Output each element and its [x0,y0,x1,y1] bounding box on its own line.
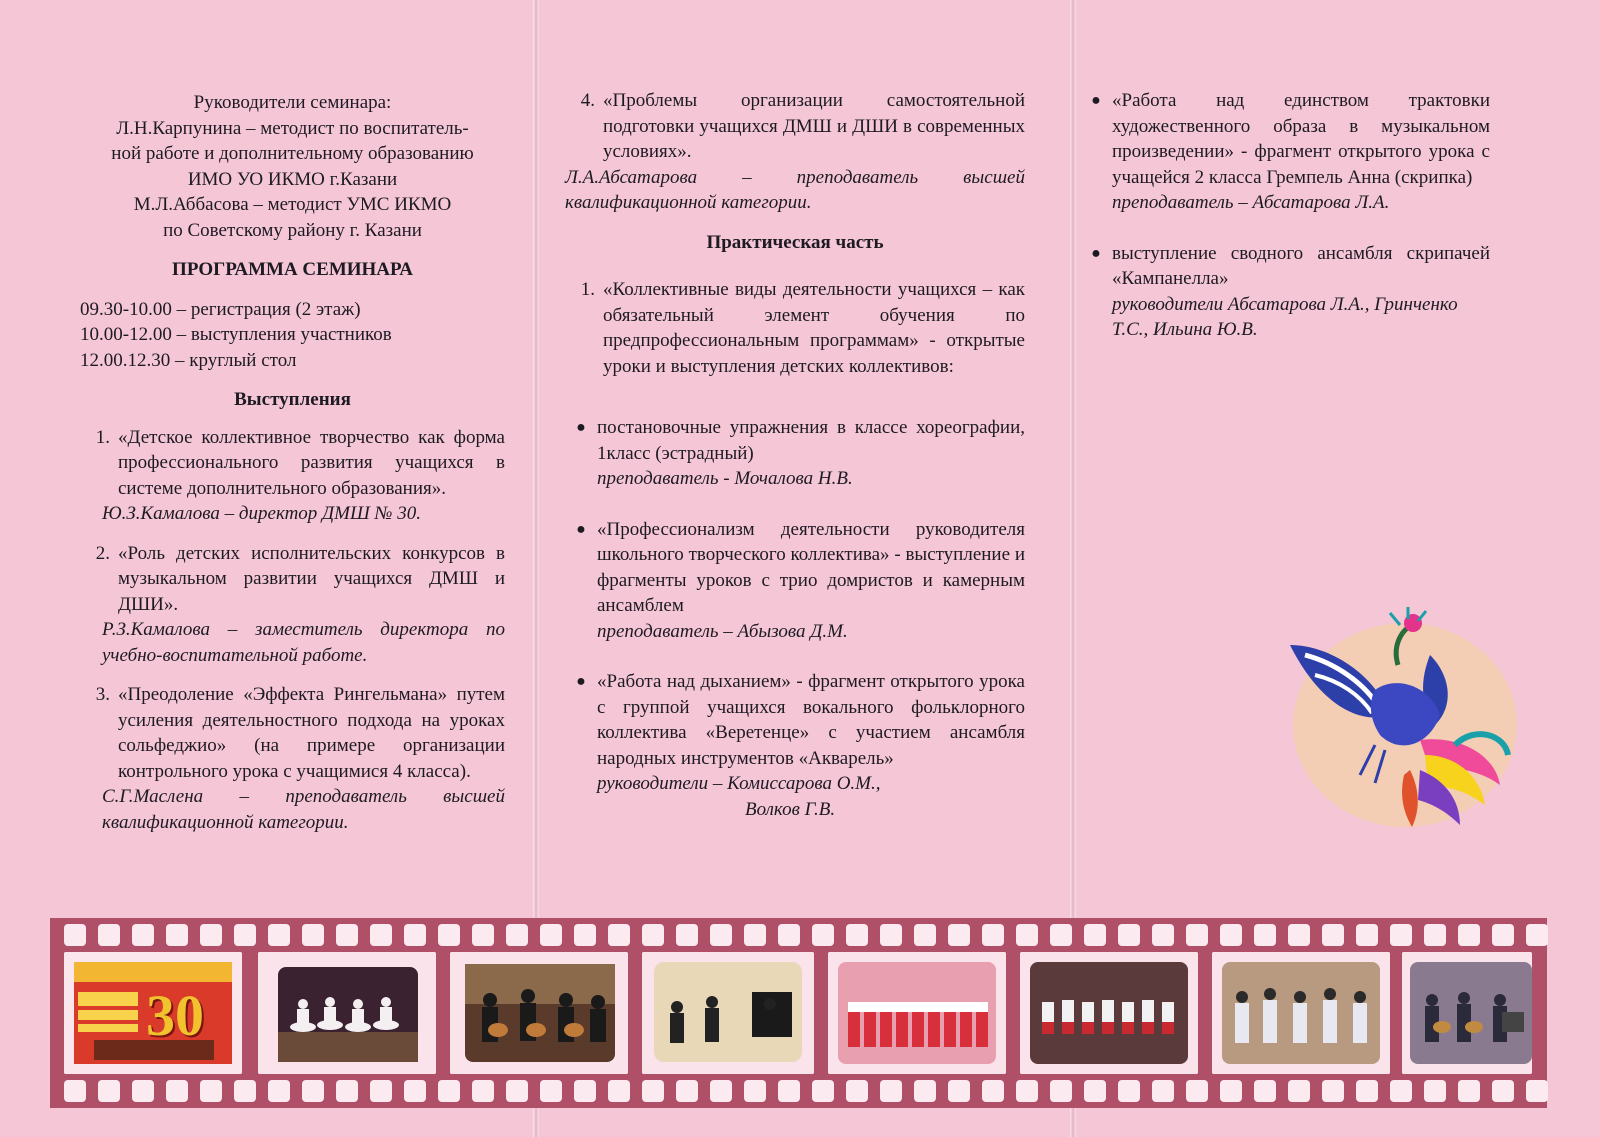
schedule-item: 12.00.12.30 – круглый стол [80,349,297,371]
bullet-item [565,415,1025,492]
bullet-icon: ● [1091,244,1101,262]
bullet-author: руководители Абсатарова Л.А., Гринченко Т.С., Ильина Ю.В. [1112,293,1458,340]
bullet-text: выступление сводного ансамбля скрипачей «Кампанелла» [1112,242,1490,289]
bullet-text: «Работа над единством трактовки художественного образа в музыкальном произведении» - фрагмент открытого урока с учащейся 2 класса Гремпель Анна (скрипка) [1112,90,1490,188]
talk-item [80,541,505,669]
program-title: ПРОГРАММА СЕМИНАРА [172,259,413,280]
talks-heading: Выступления [234,389,351,410]
ballet-photo [258,952,436,1074]
bullet-item [1080,88,1490,216]
bullet-text: «Работа над дыханием» - фрагмент открытого урока с группой учащихся вокального фольклорного коллектива «Веретенце» с участием ансамбля народных инструментов «Акварель» [597,671,1025,769]
logo-number: 30 [146,983,204,1048]
talk-title: «Роль детских исполнительских конкурсов в музыкальном развитии учащихся ДМШ и ДШИ». [118,542,505,615]
folk-instruments-photo [1402,952,1532,1074]
talk-item [80,682,505,835]
talk-title: «Преодоление «Эффекта Рингельмана» путем усиления деятельностного подхода на уроках сольфеджио» (на примере организации контрольного урока с учащимися 4 класса). [118,684,505,782]
practical-text: «Коллективные виды деятельности учащихся – как обязательный элемент обучения по предпрофессиональным программам» - открытые уроки и выступления детских коллективов: [603,279,1025,377]
bullet-author: руководители – Комиссарова О.М., [597,773,881,794]
bullet-text: постановочные упражнения в классе хореографии, 1класс (эстрадный) [597,417,1025,464]
talk-number: 1. [95,426,110,448]
talk-title: «Проблемы организации самостоятельной подготовки учащихся ДМШ и ДШИ в современных условиях». [603,90,1025,162]
talk-author: Ю.З.Камалова – директор ДМШ № 30. [102,503,421,524]
column-middle [565,88,1025,822]
choir-photo [828,952,1006,1074]
folk-ensemble-photo [1020,952,1198,1074]
talk-author: Р.З.Камалова – заместитель директора по учебно-воспитательной работе. [102,619,505,666]
schedule-item: 09.30-10.00 – регистрация (2 этаж) [80,298,361,320]
bullet-author: преподаватель – Абсатарова Л.А. [1112,192,1390,213]
talk-author: С.Г.Маслена – преподаватель высшей квалификационной категории. [102,786,505,833]
filmstrip [50,918,1547,1108]
leader-line: Л.Н.Карпунина – методист по воспитатель- [116,117,469,139]
bullet-icon: ● [576,520,586,538]
bullet-item [565,669,1025,822]
talk-number: 3. [95,684,110,705]
chamber-ensemble-photo [642,952,814,1074]
leader-line: М.Л.Аббасова – методист УМС ИКМО [133,194,452,215]
column-right [1080,88,1490,343]
bullet-item [1080,241,1490,343]
practical-heading: Практическая часть [706,231,884,253]
talk-item [80,425,505,527]
filmstrip-perforations-top [50,924,1547,946]
leaders-heading: Руководители семинара: [193,92,392,113]
talk-title: «Детское коллективное творчество как форма профессионального развития учащихся в системе дополнительного образования». [118,426,505,499]
schedule-item: 10.00-12.00 – выступления участников [80,324,392,345]
bullet-author-continued: Волков Г.В. [745,798,836,820]
bullet-icon: ● [576,673,586,690]
schedule [80,297,505,374]
firebird-illustration [1280,605,1520,835]
practical-number: 1. [580,279,595,300]
bullet-text: «Профессионализм деятельности руководителя школьного творческого коллектива» - выступление и фрагменты уроков с трио домристов и камерным ансамблем [597,518,1025,616]
talk-number: 2. [95,542,110,564]
leader-line: ИМО УО ИКМО г.Казани [187,168,398,190]
bullet-item [565,517,1025,645]
talk-item [565,88,1025,216]
practical-item [565,277,1025,379]
logo-30-years [64,952,242,1074]
leader-line: ной работе и дополнительному образованию [111,143,474,164]
violin-ensemble-photo [1212,952,1390,1074]
bullet-icon: ● [1091,92,1101,109]
filmstrip-perforations-bottom [50,1080,1547,1102]
bullet-author: преподаватель – Абызова Д.М. [597,620,848,642]
talk-number: 4. [580,90,595,111]
column-left [80,90,505,835]
leader-line: по Советскому району г. Казани [163,219,422,241]
guitar-ensemble-photo [450,952,628,1074]
bullet-icon: ● [576,419,586,436]
talk-author: Л.А.Абсатарова – преподаватель высшей квалификационной категории. [565,166,1025,213]
bullet-author: преподаватель - Мочалова Н.В. [597,468,853,489]
